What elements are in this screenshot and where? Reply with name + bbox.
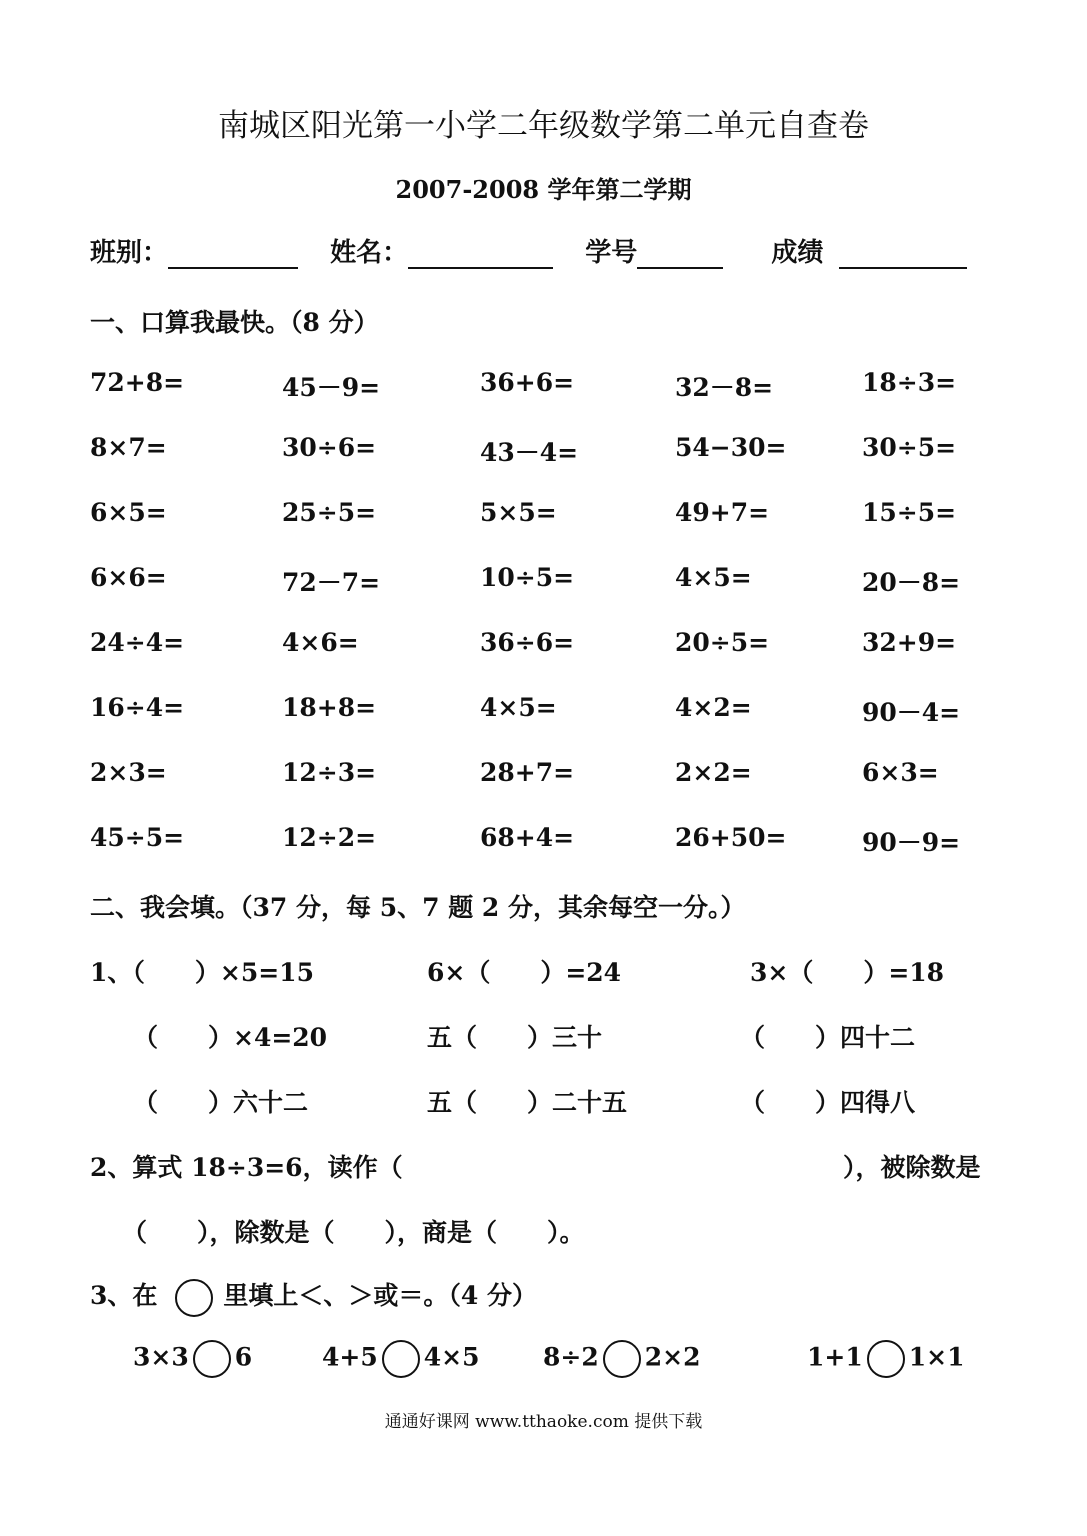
calc-item: 45－9= — [282, 373, 381, 402]
compare-circle[interactable] — [382, 1340, 420, 1378]
calc-item: 32－8= — [675, 373, 774, 402]
section1-heading: 一、口算我最快。（8 分） — [90, 308, 379, 337]
section2-heading: 二、我会填。（37 分，每 5、7 题 2 分，其余每空一分。） — [90, 893, 746, 922]
calc-item: 45÷5= — [90, 823, 185, 852]
compare-left: 1+1 — [807, 1342, 863, 1372]
calc-item: 36÷6= — [480, 628, 575, 657]
q3-instruction — [90, 1276, 537, 1317]
calc-item: 6×3= — [862, 758, 939, 787]
score-label: 成绩 — [771, 238, 824, 268]
q1-r3-c1: （ ）六十二 — [133, 1088, 309, 1117]
class-blank[interactable] — [168, 237, 298, 269]
calc-item: 4×6= — [282, 628, 359, 657]
q2-line1-right: ），被除数是 — [843, 1153, 981, 1182]
info-line — [90, 232, 967, 269]
compare-circle[interactable] — [867, 1340, 905, 1378]
calc-item: 90－4= — [862, 698, 961, 727]
q3-suffix: 里填上＜、＞或＝。（4 分） — [223, 1281, 538, 1310]
compare-right: 6 — [234, 1342, 253, 1372]
compare-right: 4×5 — [423, 1342, 480, 1372]
calc-item: 20÷5= — [675, 628, 770, 657]
calc-item: 18+8= — [282, 693, 377, 722]
id-label: 学号 — [585, 238, 638, 268]
q2-line1-left: 2、算式 18÷3=6，读作（ — [90, 1153, 403, 1182]
calc-item: 2×2= — [675, 758, 752, 787]
q1-r2-c2: 五（ ）三十 — [427, 1023, 603, 1052]
compare-item-1 — [133, 1340, 252, 1378]
compare-circle[interactable] — [603, 1340, 641, 1378]
calc-item: 24÷4= — [90, 628, 185, 657]
q2-line2: （ ），除数是（ ），商是（ ）。 — [122, 1218, 585, 1247]
calc-item: 54−30= — [675, 433, 787, 462]
calc-item: 30÷5= — [862, 433, 957, 462]
calc-item: 36+6= — [480, 368, 575, 397]
compare-left: 8÷2 — [543, 1342, 599, 1372]
calc-item: 90－9= — [862, 828, 961, 857]
page-footer: 通通好课网 www.tthaoke.com 提供下载 — [384, 1412, 703, 1432]
calc-item: 12÷2= — [282, 823, 377, 852]
class-label: 班别： — [90, 238, 169, 268]
calc-item: 30÷6= — [282, 433, 377, 462]
calc-item: 8×7= — [90, 433, 167, 462]
circle-icon — [175, 1279, 213, 1317]
page-subtitle: 2007-2008 学年第二学期 — [395, 175, 692, 204]
calc-item: 6×5= — [90, 498, 167, 527]
q1-r2-c1: （ ）×4=20 — [133, 1023, 328, 1052]
calc-item: 32+9= — [862, 628, 957, 657]
q1-r3-c2: 五（ ）二十五 — [427, 1088, 628, 1117]
calc-item: 68+4= — [480, 823, 575, 852]
id-blank[interactable] — [637, 237, 723, 269]
compare-circle[interactable] — [193, 1340, 231, 1378]
calc-item: 72－7= — [282, 568, 381, 597]
q1-r3-c3: （ ）四得八 — [740, 1088, 916, 1117]
name-label: 姓名： — [330, 238, 409, 268]
compare-left: 4+5 — [322, 1342, 378, 1372]
calc-item: 5×5= — [480, 498, 557, 527]
calc-item: 16÷4= — [90, 693, 185, 722]
calc-item: 2×3= — [90, 758, 167, 787]
calc-item: 25÷5= — [282, 498, 377, 527]
compare-right: 1×1 — [908, 1342, 965, 1372]
compare-left: 3×3 — [133, 1342, 189, 1372]
score-blank[interactable] — [839, 237, 967, 269]
q3-prefix: 3、在 — [90, 1281, 158, 1310]
calc-item: 72+8= — [90, 368, 185, 397]
compare-item-4 — [807, 1340, 965, 1378]
calc-item: 49+7= — [675, 498, 770, 527]
calc-item: 43－4= — [480, 438, 579, 467]
name-blank[interactable] — [408, 237, 553, 269]
compare-item-2 — [322, 1340, 480, 1378]
calc-item: 28+7= — [480, 758, 575, 787]
page-title: 南城区阳光第一小学二年级数学第二单元自查卷 — [218, 108, 869, 144]
q1-r1-c2: 6×（ ）=24 — [427, 958, 622, 987]
q1-r2-c3: （ ）四十二 — [740, 1023, 916, 1052]
calc-item: 6×6= — [90, 563, 167, 592]
calc-item: 4×5= — [480, 693, 557, 722]
calc-item: 4×5= — [675, 563, 752, 592]
calc-item: 18÷3= — [862, 368, 957, 397]
calc-item: 12÷3= — [282, 758, 377, 787]
calc-item: 10÷5= — [480, 563, 575, 592]
compare-item-3 — [543, 1340, 701, 1378]
calc-item: 4×2= — [675, 693, 752, 722]
q1-r1-c1: 1、（ ）×5=15 — [90, 958, 314, 987]
q1-r1-c3: 3×（ ）=18 — [750, 958, 945, 987]
compare-right: 2×2 — [644, 1342, 701, 1372]
calc-item: 26+50= — [675, 823, 787, 852]
calc-item: 15÷5= — [862, 498, 957, 527]
calc-item: 20－8= — [862, 568, 961, 597]
